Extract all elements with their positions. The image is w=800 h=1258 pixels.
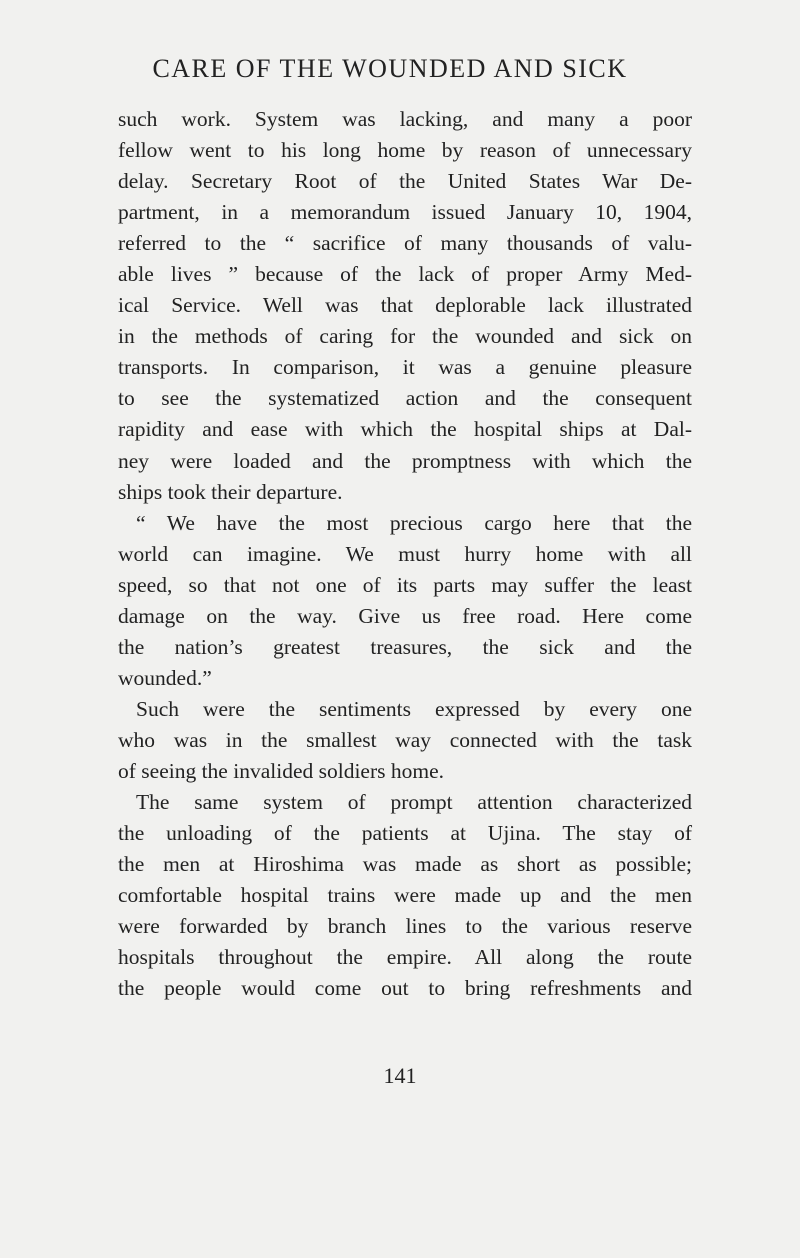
text-line: rapidity and ease with which the hospital ships at Dal- bbox=[118, 417, 692, 442]
text-line: comfortable hospital trains were made up and the men bbox=[118, 883, 692, 908]
text-line: partment, in a memorandum issued January 10, 1904, bbox=[118, 200, 692, 225]
text-line: Such were the sentiments expressed by every one bbox=[136, 696, 692, 721]
text-line: were forwarded by branch lines to the various reserve bbox=[118, 914, 692, 939]
text-line: hospitals throughout the empire. All along the route bbox=[118, 945, 692, 970]
text-line: The same system of prompt attention characterized bbox=[136, 790, 692, 815]
text-line: delay. Secretary Root of the United States War De- bbox=[118, 169, 692, 194]
body-text bbox=[118, 104, 692, 1004]
page-number: 141 bbox=[383, 1063, 417, 1088]
text-line: of seeing the invalided soldiers home. bbox=[118, 758, 445, 783]
text-line: world can imagine. We must hurry home with all bbox=[118, 541, 692, 566]
text-line: such work. System was lacking, and many a poor bbox=[118, 107, 692, 131]
running-head: CARE OF THE WOUNDED AND SICK bbox=[152, 54, 628, 83]
text-line: wounded.” bbox=[118, 665, 212, 690]
text-line: ical Service. Well was that deplorable lack illustrated bbox=[118, 293, 692, 318]
text-line: able lives ” because of the lack of proper Army Med- bbox=[118, 262, 692, 287]
text-line: the nation’s greatest treasures, the sick and the bbox=[118, 634, 692, 659]
text-line: ships took their departure. bbox=[118, 479, 343, 504]
text-line: the unloading of the patients at Ujina. The stay of bbox=[118, 821, 692, 846]
text-line: referred to the “ sacrifice of many thousands of valu- bbox=[118, 231, 692, 256]
text-line: the people would come out to bring refreshments and bbox=[118, 976, 692, 1001]
text-line: speed, so that not one of its parts may suffer the least bbox=[118, 572, 692, 597]
text-line: to see the systematized action and the consequent bbox=[118, 386, 692, 411]
text-line: the men at Hiroshima was made as short as possible; bbox=[118, 852, 692, 877]
text-line: who was in the smallest way connected with the task bbox=[118, 727, 692, 752]
text-line: transports. In comparison, it was a genuine pleasure bbox=[118, 355, 692, 380]
text-line: damage on the way. Give us free road. Here come bbox=[118, 603, 692, 628]
text-line: ney were loaded and the promptness with which the bbox=[118, 448, 692, 473]
text-line: fellow went to his long home by reason of unnecessary bbox=[118, 138, 692, 163]
text-line: in the methods of caring for the wounded and sick on bbox=[118, 324, 692, 349]
text-line: “ We have the most precious cargo here that the bbox=[136, 510, 692, 535]
